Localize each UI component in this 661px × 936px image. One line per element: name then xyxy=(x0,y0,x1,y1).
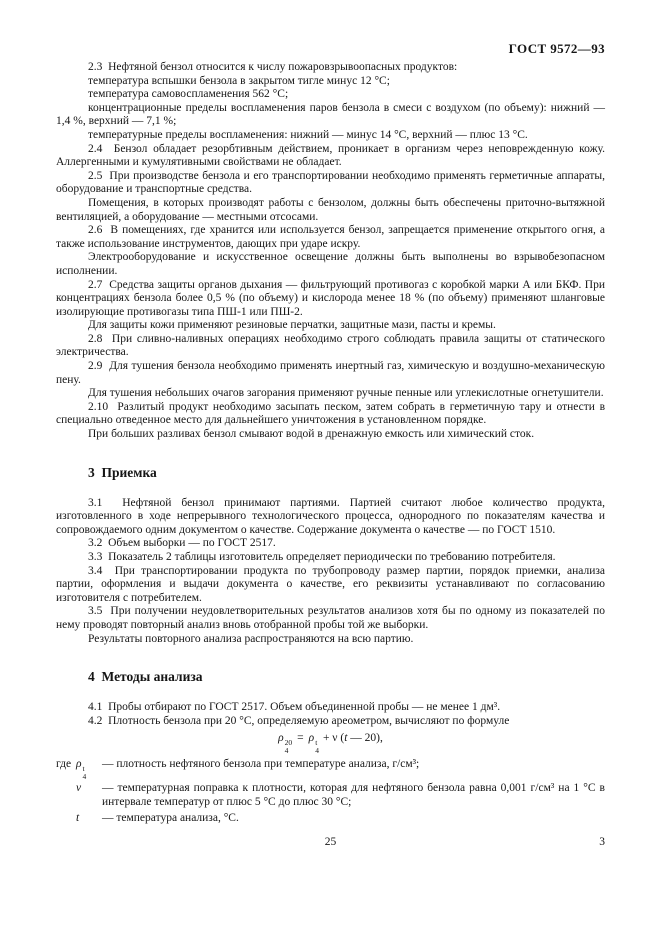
symbol-rho: ρ t 4 xyxy=(76,758,87,781)
section-3-heading: 3 Приемка xyxy=(88,464,157,480)
formula-lhs-symbol: ρ 20 4 xyxy=(278,732,293,755)
formula-temperature-variable: t xyxy=(344,732,348,745)
definition-nu-text: — температурная поправка к плотности, которая для нефтяного бензола равна 0,001 г/см³ на 1 °С в интервале температур от плюс 5 °С до плюс 30 °С; xyxy=(102,782,605,808)
formula-tail-post: — 20), xyxy=(347,732,383,745)
para-3-2: 3.2 Объем выборки — по ГОСТ 2517. xyxy=(88,537,276,550)
definition-t-text: — температура анализа, °С. xyxy=(102,811,239,824)
para-3-3: 3.3 Показатель 2 таблицы изготовитель определяет периодически по требованию потребителя. xyxy=(88,551,556,563)
section-4-heading: 4 Методы анализа xyxy=(88,669,203,685)
para-2-6-note: Электрооборудование и искусственное освещение должны быть выполнены во взрывобезопасном исполнении. xyxy=(56,251,605,277)
para-2-8: 2.8 При сливно-наливных операциях необходимо строго соблюдать правила защиты от статического электричества. xyxy=(56,332,605,359)
section-4-analysis-methods xyxy=(56,701,605,825)
formula-equals-sign: = xyxy=(297,732,304,745)
para-2-7-note: Для защиты кожи применяют резиновые перчатки, защитные мази, пасты и кремы. xyxy=(88,319,496,332)
para-2-9-note: Для тушения небольших очагов загорания применяют ручные пенные или углекислотные огнетушители. xyxy=(88,387,604,400)
para-2-3-autoignition: температура самовоспламенения 562 °С; xyxy=(88,88,289,101)
formula-definitions xyxy=(56,758,605,825)
section-2-safety-requirements xyxy=(56,61,605,442)
para-4-2: 4.2 Плотность бензола при 20 °С, определяемую ареометром, вычисляют по формуле xyxy=(88,714,510,727)
definition-row-nu xyxy=(56,782,605,809)
para-2-10-note: При больших разливах бензол смывают водой в дренажную емкость или химический сток. xyxy=(88,428,535,441)
definition-rho-text: — плотность нефтяного бензола при температуре анализа, г/см³; xyxy=(102,758,420,771)
para-3-5-note: Результаты повторного анализа распространяются на всю партию. xyxy=(88,632,414,645)
para-2-5-note: Помещения, в которых производят работы с бензолом, должны быть обеспечены приточно-вытяжной вентиляцией, а оборудование — местными отсосами. xyxy=(56,196,605,223)
para-2-6: 2.6 В помещениях, где хранится или используется бензол, запрещается применение открытого огня, а также использование инструментов, дающих при ударе искру. xyxy=(56,224,605,250)
where-label: где xyxy=(56,758,72,771)
symbol-nu: ν xyxy=(76,782,82,795)
density-formula xyxy=(56,732,605,754)
formula-tail-pre: + ν ( xyxy=(322,732,345,745)
formula-rhs-superscript: t xyxy=(315,738,318,748)
para-4-1: 4.1 Пробы отбирают по ГОСТ 2517. Объем объединенной пробы — не менее 1 дм³. xyxy=(88,701,501,714)
definition-row-rho xyxy=(56,758,605,780)
formula-rhs-symbol: ρ t 4 xyxy=(308,732,319,755)
definition-row-t xyxy=(56,812,605,826)
para-2-7: 2.7 Средства защиты органов дыхания — фильтрующий противогаз с коробкой марки А или БКФ. При концентрациях бензола более 0,5 % (по объему) и кислорода менее 18 % (по объему) применяют шланговые изолирующие противогазы типа ПШ-1 или ПШ-2. xyxy=(56,278,605,318)
para-2-10: 2.10 Разлитый продукт необходимо засыпать песком, затем собрать в герметичную тару и отнести в специально отведенное место для дальнейшего уничтожения в установленном порядке. xyxy=(56,400,605,427)
symbol-t: t xyxy=(76,811,80,824)
formula-rhs-subscript: 4 xyxy=(315,745,319,755)
para-2-3-flash-point: температура вспышки бензола в закрытом тигле минус 12 °С; xyxy=(88,74,390,87)
formula-lhs-superscript: 20 xyxy=(284,738,293,748)
document-body xyxy=(56,61,605,827)
page-number-right: 3 xyxy=(599,836,605,848)
doc-number: ГОСТ 9572—93 xyxy=(508,41,605,56)
page-number-center: 25 xyxy=(324,836,337,848)
section-3-acceptance xyxy=(56,497,605,647)
para-2-5: 2.5 При производстве бензола и его транспортировании необходимо применять герметичные аппараты, оборудование и транспортные средства. xyxy=(56,169,605,196)
para-3-5: 3.5 При получении неудовлетворительных результатов анализов хотя бы по одному из показателей по нему проводят повторный анализ вновь отобранной пробы той же выборки. xyxy=(56,605,605,631)
para-3-1: 3.1 Нефтяной бензол принимают партиями. Партией считают любое количество продукта, изготовленного в ходе непрерывного технологического процесса, однородного по показателям качества и сопровождаемого одним документом о качестве. Содержание документа о качестве — по ГОСТ 1510. xyxy=(56,496,605,536)
para-2-3: 2.3 Нефтяной бензол относится к числу пожаровзрывоопасных продуктов: xyxy=(88,61,458,73)
para-2-3-temperature-limits: температурные пределы воспламенения: нижний — минус 14 °С, верхний — плюс 13 °С. xyxy=(88,128,528,141)
formula-lhs-subscript: 4 xyxy=(284,745,289,755)
para-3-4: 3.4 При транспортировании продукта по трубопроводу размер партии, порядок приемки, анализа партии, оформления и выдачи документа о качестве, его реквизиты устанавливают по согласованию изготовителя с потребителем. xyxy=(56,564,605,604)
para-2-3-concentration-limits: концентрационные пределы воспламенения паров бензола в смеси с воздухом (по объему): нижний — 1,4 %, верхний — 7,1 %; xyxy=(56,101,605,128)
para-2-4: 2.4 Бензол обладает резорбтивным действием, проникает в организм через неповрежденную кожу. Аллергенными и кумулятивными свойствами не обладает. xyxy=(56,142,605,169)
para-2-9: 2.9 Для тушения бензола необходимо применять инертный газ, химическую и воздушно-механическую пену. xyxy=(56,360,605,386)
